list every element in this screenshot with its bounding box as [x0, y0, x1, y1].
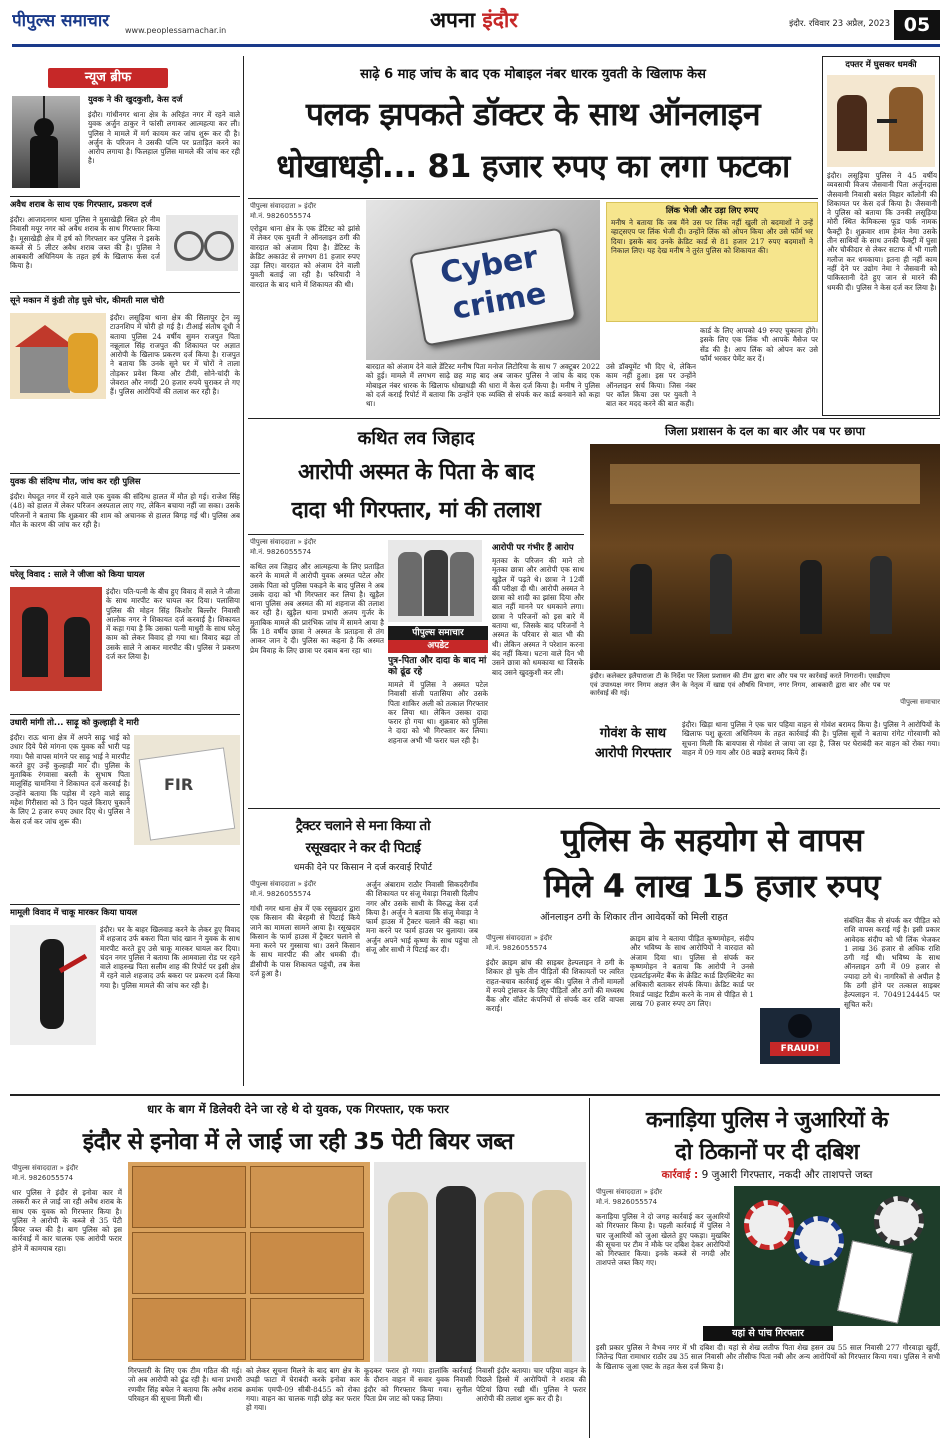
headline-line-2: दादा भी गिरफ्तार, मां की तलाश: [291, 498, 541, 523]
divider: [10, 714, 240, 715]
horizontal-rule: [10, 1094, 940, 1096]
brief-body: इंदौर। पति-पत्नी के बीच हुए विवाद में साले ने जीजा के साथ मारपीट कर घायल कर दिया। पलासिया पुलिस की मोहन सिंह किशोर बिल्लौर निवासी आलोक नगर ने शिकायत दर्ज करवाई है। शिकायत में कहा गया है कि उसका पत्नी माधुरी के साथ घरेलू काम को लेकर विवाद हो गया था। विवाद बढ़ा तो उसके साले ने आकर मारपीट की। पुलिस ने प्रकरण दर्ज कर लिया है।: [106, 587, 240, 662]
love-jihad-story: [248, 422, 584, 806]
divider: [248, 534, 584, 535]
story-column: को लेकर सूचना मिलने के बाद बाग क्षेत्र के उघड़ी फाटा में घेराबंदी करके इनोवा कार क्रमांक एमपी-09 सीबी-8455 को रोका गया। वाहन का चालक गाड़ी छोड़ कर फरार हो गया।: [246, 1366, 360, 1413]
arrest-illustration: [388, 540, 482, 622]
story-column: कार्ड के लिए आपको 49 रुपए चुकाना होंगे। इसके लिए एक लिंक भी आपके मैसेज पर सेंड की है। आप लिंक को ओपन कर उसे फॉर्म भरकर पेमेंट कर दें।: [700, 326, 818, 363]
byline: पीपुल्स संवाददाता » इंदौर: [250, 880, 317, 888]
brief-item: [10, 569, 240, 714]
subhead-box: [606, 202, 818, 322]
brief-body: इंदौर। लसूड़िया थाना क्षेत्र की सिलापुर ट्रेन व्यू टाउनशिप में चोरी हो गई है। टीआई संतोष दूधी ने बताया पुलिस 24 वर्षीय सुमन राजपुत पिता नन्नूलाल सिंह राजपुत की शिकायत पर अज्ञात आरोपी के खिलाफ प्रकरण दर्ज किया है। राजपुत ने बताया कि उनके सूने घर में चोरों ने ताला तोड़कर प्रवेश किया और टीवी, सोने-चांदी के जेवरात और नगदी 20 हजार रुपये चुराकर ले गए हैं। पुलिस आरोपियों की तलाश कर रही है।: [110, 313, 240, 397]
story-column: संबंधित बैंक से संपर्क कर पीड़ित को राशि वापस कराई गई है। इसी प्रकार आवेदक संदीप को भी लिंक भेजकर 1 लाख 36 हजार से अधिक राशि ठगी गई थी। भविष्य के साथ ऑनलाइन ठगी में 09 हजार से ज्यादा ठगे थे। नागरिकों से अपील है कि ठगी होने पर तत्काल साइबर हेल्पलाइन नं. 7049124445 पर सूचित करें।: [844, 916, 940, 1009]
burglar-illustration: [10, 313, 106, 399]
phone: मो.नं. 9826055574: [12, 1174, 74, 1182]
kicker: धार के बाग में डिलेवरी देने जा रहे थे दो युवक, एक गिरफ्तार, एक फरार: [147, 1102, 449, 1116]
brief-body: इंदौर। गांधीनगर थाना क्षेत्र के अरिहंत नगर में रहने वाले युवक अर्जुन ठाकुर ने फांसी लगाकर आत्महत्या कर ली। पुलिस ने मामले में मर्ग कायम कर जांच शुरू कर दी है। अर्जुन के परिजन ने उसकी पत्नि पर प्रताड़ित करने का आरोप लगाया है। फिलहाल पुलिस मामले की जांच कर रही है।: [88, 110, 240, 166]
allegation-title: आरोपी पर गंभीर हैं आरोप: [492, 543, 574, 553]
story-column: अर्जुन अंबाराम राठौर निवासी सिकदरीगाँव की शिकायत पर संजू मेवाड़ा निवासी दिलीप नगर और उसके साथी के विरुद्ध केस दर्ज किया है। अर्जुन ने बताया कि संजू मेवाड़ा ने फार्म हाउस में ट्रैक्टर चलाने की कहा था। मना करने पर फार्म हाउस पर बुलाया। जब अर्जुन अपने भाई कृष्णा के साथ पहुंचा तो संजू और साथी ने पिटाई कर दी।: [366, 880, 478, 955]
byline: पीपुल्स संवाददाता » इंदौर: [12, 1164, 79, 1172]
news-brief: [10, 56, 240, 1088]
arrest-box-body: इसी प्रकार पुलिस ने वैभव नगर में भी दबिश दी। यहां से शेख लतीफ पिता शेख हसन उम्र 55 साल निवासी 277 गौरवाड़ा खुर्दी, जितेन्द्र पिता रामाधार राठौर उम्र 35 साल निवासी और तौसीफ पिता नबी और अन्य आरोपियों को गिरफ्तार किया गया। पुलिस ने सभी के खिलाफ जुआ एक्ट के तहत केस दर्ज किया है।: [596, 1343, 940, 1371]
headline-line-1: आरोपी अस्मत के पिता के बाद: [298, 460, 534, 485]
horizontal-rule: [248, 418, 940, 419]
story-column: उसे डॉक्यूमेंट भी दिए थे, लेकिन काम नहीं हुआ। इस पर उन्होंने ऑनलाइन सर्च किया। जिस नंबर पर कॉल किया उस पर युवती ने बात कर मदद करने की बात कही।: [606, 362, 696, 409]
handcuffs-image: [166, 215, 238, 271]
brief-body: इंदौर। राऊ थाना क्षेत्र में अपने साढ़ू भाई को उधार दिये पैसे मांगना एक युवक को भारी पड़ गया। पैसे वापस मांगने पर साढ़ू भाई ने मारपीट करते हुए उन्हें कुल्हाड़ी मार दी। पुलिस के मुताबिक रंगवासा बस्ती के सुभाष पिता मालूसिंह चामनिया ने शिकायत दर्ज करवाई है। उन्होंने बताया कि पड़ोस में रहने वाले साढ़ू महेश गिरीसारा को 3 दिन पहले किराए चुकाने के लिए 2 हजार रुपए उधार दिए थे। पुलिस ने केस दर्ज कर जांच शुरू की।: [10, 733, 130, 826]
subhead: लिंक भेजी और उड़ा लिए रुपए: [665, 205, 759, 215]
update-subhead: पुत्र-पिता और दादा के बाद मां को ढूंढ रहे: [388, 656, 487, 677]
brief-item: [10, 199, 240, 291]
brief-body: इंदौर। आजादनगर थाना पुलिस ने मुसाखेड़ी स्थित हरे नीम निवासी मयूर नगर को अवैध शराब के साथ गिरफ्तार किया है। मूसाखेड़ी क्षेत्र में हर्ष को गिरफ्तार कर पुलिस ने इसके कब्जे से 5 लीटर अवैध शराब जब्त की है। पुलिस ने आबकारी अधिनियम के तहत हर्ष के खिलाफ केस दर्ज किया है।: [10, 215, 160, 271]
headline-line-2: दो ठिकानों पर दी दबिश: [675, 1140, 859, 1165]
brief-item: [10, 907, 240, 1087]
allegation-box: [492, 540, 584, 804]
deck-label: कार्रवाई :: [661, 1169, 699, 1181]
bar-caption: इंदौर। कलेक्टर इलैयाराजा टी के निर्देश पर जिला प्रशासन की टीम द्वारा बार और पब पर कार्रवाई करते निगरानी। एसडीएम एवं उपाध्यक्ष नगर निगम अक्षत जैन के नेतृत्व में खाद्य एवं औषधि विभाग, नगर निगम, आबकारी द्वारा बार और पब पर कार्रवाई की गई।: [590, 672, 890, 697]
update-logo: पीपुल्स समाचार: [388, 626, 488, 640]
image-text-cyber: Cyber: [437, 239, 541, 292]
cyber-crime-keyboard-image: [366, 200, 600, 360]
masthead: [0, 0, 945, 52]
divider: [10, 904, 240, 905]
masthead-rule: [12, 44, 940, 47]
photo-credit: पीपुल्स समाचार: [900, 698, 940, 706]
story-column: गांधी नगर थाना क्षेत्र में एक रसूखदार द्वारा एक किसान की बेरहमी से पिटाई किये जाने का मामला सामने आया है। रसूखदार किसान के फार्म हाउस में ट्रैक्टर चलाने से मना करने पर गुस्साया था। उसने किसान के साथ मारपीट की और धमकी दी। डीसीपी के पास शिकायत पहुंची, तब केस दर्ज हुआ है।: [250, 904, 360, 979]
story-column: धार पुलिस ने इंदौर से इनोवा कार में तस्करी कर ले जाई जा रही अवैध शराब के साथ एक युवक को गिरफ्तार किया है। पुलिस ने आरोपी के कब्जे से 35 पेटी बियर जब्त की है। बाग पुलिस को इस कार्रवाई में कार चालक एक आरोपी फरार होने में कामयाब रहा।: [12, 1188, 122, 1253]
headline-line-2: धोखाधड़ी... 81 हजार रुपए का लगा फटका: [276, 147, 790, 185]
divider: [248, 198, 818, 199]
police-with-accused-photo: [374, 1162, 586, 1362]
gamblers-story: [594, 1098, 940, 1443]
site-url: www.peoplessamachar.in: [125, 26, 227, 35]
divider: [10, 473, 240, 474]
arrest-box: [596, 1326, 940, 1440]
bar-raid-photo: [590, 444, 940, 670]
story-column: निवासी इंदौर बताया। चार पहिया वाहन के पिछले हिस्से में आरोपियों ने शराब की पेटियां छिपा रखी थीं। पुलिस ने फरार आरोपी की तलाश शुरू कर दी है।: [476, 1366, 586, 1403]
brief-title: सूने मकान में कुंडी तोड़ घुसे चोर, कीमती माल चोरी: [10, 295, 165, 305]
cow-body: इंदौर। खिड़ा थाना पुलिस ने एक चार पहिया वाहन से गोवंश बरामद किया है। पुलिस ने आरोपियों के खिलाफ पशु क्रूरता अधिनियम के तहत कार्रवाई की है। पुलिस सूत्रों ने बताया रांगेट गोरवाणी को सूचना मिली कि बायपास से गोवंश ले जाया जा रहा है, जिस पर घेराबंदी कर वाहन को रोका गया। वाहन में 09 गाय और 08 बछड़े बरामद किये हैं।: [682, 720, 940, 757]
section-prefix: अपना: [430, 8, 476, 32]
brief-title: युवक ने की खुदकुशी, केस दर्ज: [88, 94, 183, 104]
story-column: बारदात को अंजाम देने वाले डेंटिस्ट मनीष पिता मनोज लिटोरिया के साथ 7 अक्टूबर 2022 को हुई। मामले में लगभग साढ़े छह माह बाद अब जाकर पुलिस ने जांच के बाद एक मोबाइल नंबर धारक के खिलाफ धोखाधड़ी की धारा में केस दर्ज किया है। मनीष ने पुलिस को दर्ज कराई रिपोर्ट में बताया कि उन्होंने एक व्यक्ति से संपर्क कर कार्ड बनवाने को कहा था।: [366, 362, 600, 409]
headline-line-1: पुलिस के सहयोग से वापस: [561, 821, 863, 858]
phone: मो.नं. 9826055574: [596, 1198, 658, 1206]
bar-headline: जिला प्रशासन के दल का बार और पब पर छापा: [665, 424, 865, 438]
cow-story: [590, 718, 940, 806]
horizontal-rule: [248, 808, 940, 809]
police-refund-story: [484, 812, 940, 1092]
poker-chips-cards-photo: [734, 1186, 940, 1326]
column-rule: [589, 1098, 590, 1438]
bar-raid-story: [590, 422, 940, 712]
logo-text: पीपुल्स समाचार: [12, 11, 110, 31]
story-body: कनाड़िया पुलिस ने दो जगह कार्रवाई कर जुआरियों को गिरफ्तार किया है। पहली कार्रवाई में पुलिस ने चार जुआरियों को जुआ खेलते हुए पकड़ा। मुखबिर की सूचना पर टीम ने मौके पर दबिश देकर आरोपियों को गिरफ्तार किया। इनके कब्जे से नगदी और ताशपत्ते जब्त किए गए।: [596, 1212, 730, 1268]
headline-line-2: रसूखदार ने कर दी पिटाई: [305, 840, 421, 856]
tractor-story: [248, 812, 478, 1092]
brief-label: न्यूज ब्रीफ: [48, 68, 168, 88]
brief-item: [10, 295, 240, 473]
divider: [10, 196, 240, 197]
story-column: कूदकर फरार हो गया। हालांकि कार्रवाई के दौरान वाहन में सवार युवक निवासी इंदौर को गिरफ्तार किया गया। सुनील पिता प्रेम जाट को पकड़ लिया।: [364, 1366, 472, 1403]
beer-story: [10, 1098, 586, 1443]
phone: मो.नं. 9826055574: [250, 212, 312, 220]
threat-story: [822, 56, 940, 416]
deck: [594, 1168, 940, 1184]
brief-title: अवैध शराब के साथ एक गिरफ्तार, प्रकरण दर्ज: [10, 199, 152, 209]
arrest-box-title: यहां से पांच गिरफ्तार: [703, 1326, 833, 1341]
headline-line-2: मिले 4 लाख 15 हजार रुपए: [544, 867, 880, 905]
byline: पीपुल्स संवाददाता » इंदौर: [250, 538, 317, 546]
byline: पीपुल्स संवाददाता » इंदौर: [250, 202, 317, 210]
image-text-fraud: FRAUD!: [770, 1042, 830, 1056]
beer-cartons-photo: [128, 1162, 370, 1362]
domestic-violence-illustration: [10, 587, 102, 691]
kicker: साढ़े 6 माह जांच के बाद एक मोबाइल नंबर धारक युवती के खिलाफ केस: [360, 67, 706, 82]
update-box: [388, 626, 488, 804]
deck-text: 9 जुआरी गिरफ्तार, नकदी और ताशपत्ते जब्त: [701, 1169, 873, 1181]
brief-body: इंदौर। मेघदूत नगर में रहने वाले एक युवक की संदिग्ध हालत में मौत हो गई। राजेश सिंह (48) को हालत में लेकर परिजन अस्पताल लाए गए, लेकिन बचाया नहीं जा सका। उसके परिजनों ने बताया कि शुक्रवार की शाम को अचानक से हालत बिगड़ गई थी। पुलिस अब मौत के कारण की जांच कर रही है।: [10, 492, 240, 529]
section-title: [430, 6, 580, 36]
column-rule: [243, 56, 244, 1086]
story-column: मनीष ने बताया कि जब मैंने उस पर लिंक नहीं खुली तो बदमाशों ने उन्हें व्हाट्सएप पर लिंक भेजी दी। उन्होंने लिंक को ओपन किया और उसे फॉर्म भर दिया। इसके बाद उनके क्रेडिट कार्ड से 81 हजार 217 रुपए बदमाशों ने निकाल लिए। यह देख मनीष ने तुरंत पुलिस को शिकायत की।: [611, 218, 813, 255]
phone: मो.नं. 9826055574: [250, 890, 312, 898]
image-text-crime: crime: [449, 276, 549, 327]
brief-title: घरेलू विवाद : साले ने जीजा को किया घायल: [10, 569, 145, 579]
story-column: इंदौर क्राइम ब्रांच की साइबर हेल्पलाइन ने ठगी के शिकार हो चुके तीन पीड़ितों की शिकायतों पर त्वरित राहत-बचाव कार्रवाई शुरू की। पुलिस ने तीनों मामलों में रुपये ट्रांसफर के लिए पीड़ितों और ठगों की मध्यस्थ बैंक और वॉलेट कंपनियों से संपर्क कर राशि वापस कराई।: [486, 958, 624, 1014]
story-column: क्राइम ब्रांच ने बताया पीड़ित कृष्णमोहन, संदीप और भविष्य के साथ आरोपियों ने वारदात को अंजाम दिया था। पुलिस से संपर्क कर कृष्णमोहन ने बताया कि आरोपी ने उनसे एडवर्टाइजमेंट बैंक के क्रेडिट कार्ड डिएक्टिवेट का अधिकारी बताकर संपर्क किया। क्रेडिट कार्ड पर रिवार्ड प्वाइंट रिडीम करने के नाम से पीड़ित से 1 लाख 70 हजार रुपए ठग लिए।: [630, 934, 754, 1009]
byline: पीपुल्स संवाददाता » इंदौर: [486, 934, 553, 942]
dateline: इंदौर. रविवार 23 अप्रैल, 2023: [789, 19, 890, 29]
brief-title: मामूली विवाद में चाकू मारकर किया घायल: [10, 907, 138, 917]
phone: मो.नं. 9826055574: [250, 548, 312, 556]
story-column: गिरफ्तारी के लिए एक टीम गठित की गई। जो अब आरोपी को ढूंढ रही है। थाना प्रभारी रणवीर सिंह बघेल ने बताया कि अवैध शराब परिवहन की सूचना मिली थी।: [128, 1366, 242, 1403]
section-city: इंदौर: [482, 8, 518, 32]
phone: मो.नं. 9826055574: [486, 944, 548, 952]
knife-attack-image: [10, 925, 96, 1045]
story-column: एरोड्रम थाना क्षेत्र के एक डेंटिस्ट को झांसे में लेकर एक युवती ने ऑनलाइन ठगी की वारदात को अंजाम दिया है। डेंटिस्ट के क्रेडिट अकाउंट से लगभग 81 हजार रुपए उड़ा लिए। वारदात को अंजाम देने वाली युवती बताई जा रही है। फरियादी ने वारदात के बाद थाने में शिकायत की थी।: [250, 224, 360, 289]
headline-line-1: कनाड़िया पुलिस ने जुआरियों के: [646, 1108, 888, 1133]
threat-label: दफ्तर में घुसकर धमकी: [823, 57, 939, 73]
deck: धमकी देने पर किसान ने दर्ज करवाई रिपोर्ट: [293, 863, 433, 873]
brief-title: युवक की संदिग्ध मौत, जांच कर रही पुलिस: [10, 476, 141, 486]
divider: [10, 292, 240, 293]
brief-item: [10, 717, 240, 903]
update-label: अपडेट: [388, 640, 488, 653]
deck: ऑनलाइन ठगी के शिकार तीन आवेदकों को मिली राहत: [540, 912, 728, 923]
headline-line-1: पलक झपकते डॉक्टर के साथ ऑनलाइन: [305, 95, 761, 133]
update-body: मामले में पुलिस ने अस्मत पटेल निवासी संजी पतासिया और उसके पिता शाकिर अली को तत्काल गिरफ्तार कर लिया था। लेकिन उसका दादा फरार हो गया था। शुक्रवार को पुलिस ने दादा को भी गिरफ्तार कर लिया। शहनाज अभी भी फरार चल रही है।: [388, 680, 488, 745]
threat-illustration: [827, 75, 935, 167]
headline-line-1: ट्रैक्टर चलाने से मना किया तो: [295, 818, 431, 834]
fir-document-image: FIR: [134, 735, 240, 845]
headline: इंदौर से इनोवा में ले जाई जा रही 35 पेटी बियर जब्त: [82, 1129, 514, 1155]
threat-body: इंदौर। लसूड़िया पुलिस ने 45 वर्षीय व्यवसायी विजय जैसवानी पिता अर्जुनदास जैसवानी निवासी बसंत विहार कॉलोनी की शिकायत पर केस दर्ज किया है। जैसवानी ने पुलिस को बताया कि उनकी लसूड़िया मोरी स्थित केमिकल्स फूड पार्क नामक फैक्ट्री है। शुक्रवार शाम हेमंत नेमा उसके तीन साथियों के साथ उनकी फैक्ट्री में घुसा और चौकीदार से लेकर सटाफ में भी गाली गलौज कर धमकाया। इतना ही नहीं काम नहीं देने पर उद्योग नेमा ने जैसवानी को पाकिस्तानी देते हुए जान से मारने की धमकी दी। पुलिस ने केस दर्ज कर लिया है।: [827, 171, 937, 292]
page-number: 05: [894, 10, 940, 40]
kicker: कथित लव जिहाद: [357, 428, 475, 449]
cyber-story: [248, 56, 818, 416]
fraud-hacker-image: [760, 1008, 840, 1064]
byline: पीपुल्स संवाददाता » इंदौर: [596, 1188, 663, 1196]
brief-body: इंदौर। घर के बाहर खिलवाड़ करने के लेकर हुए विवाद में शहजाद उर्फ बकरा पिता चांद खान ने युवक के साथ मारपीट करते हुए उसे चाकू मारकर घायल कर दिया। चंदन नगर पुलिस ने बताया कि आमवाला रोड पर रहने वाले शाहरुख पिता सलीम शाह की रिपोर्ट पर इसी क्षेत्र में रहने वाले शहजाद उर्फ बकरा पर प्रकरण दर्ज किया गया है। पुलिस मामले की जांच कर रही है।: [100, 925, 240, 990]
cow-title: गोवंश के साथ आरोपी गिरफ्तार: [594, 726, 672, 761]
story-body: कथित लव जिहाद और आत्महत्या के लिए प्रताड़ित करने के मामले में आरोपी युवक अस्मत पटेल और उसके पिता को पुलिस पकड़ने के बाद पुलिस ने अब उसके दादा को भी गिरफ्तार कर लिया है। खुड़ैल थाना पुलिस अब अस्मत की मां शहनाज की तलाश कर रही है। खुड़ैल थाना प्रभारी अजय गुर्जर के मुताबिक मामले की प्रारंभिक जांच में सामने आया है कि 18 वर्षीय छात्रा ने अस्मत के प्रताड़ना से तंग आकर जान दे दी। पुलिस का कहना है कि अस्मत प्रेम विवाह के लिए छात्रा पर दबाव बना रहा था।: [250, 562, 384, 655]
allegation-body: मृतका के परिजन की माने तो मृतका छात्रा और आरोपी एक साथ खुड़ैल में पढ़ते थे। छात्रा ने 12वीं की परीक्षा दी थी। आरोपी अस्मत ने छात्रा को शादी का झांसा दिया और बात नहीं मानने पर धमकाने लगा। छात्रा ने परिजनों को इस बारे में बताया था, जिसके बाद परिजनों ने अस्मत के परिवार से बात भी की थी। लेकिन अस्मत ने परेशान करना बंद नहीं किया। घटना वाले दिन भी उसने छात्रा को धमकाया था जिसके बाद उसने खुदकुशी कर ली।: [492, 556, 584, 677]
brief-title: उधारी मांगी तो... साढ़ू को कुल्हाड़ी दे मारी: [10, 717, 139, 727]
divider: [10, 566, 240, 567]
hanging-silhouette-image: [12, 96, 80, 188]
brief-item: [10, 476, 240, 566]
